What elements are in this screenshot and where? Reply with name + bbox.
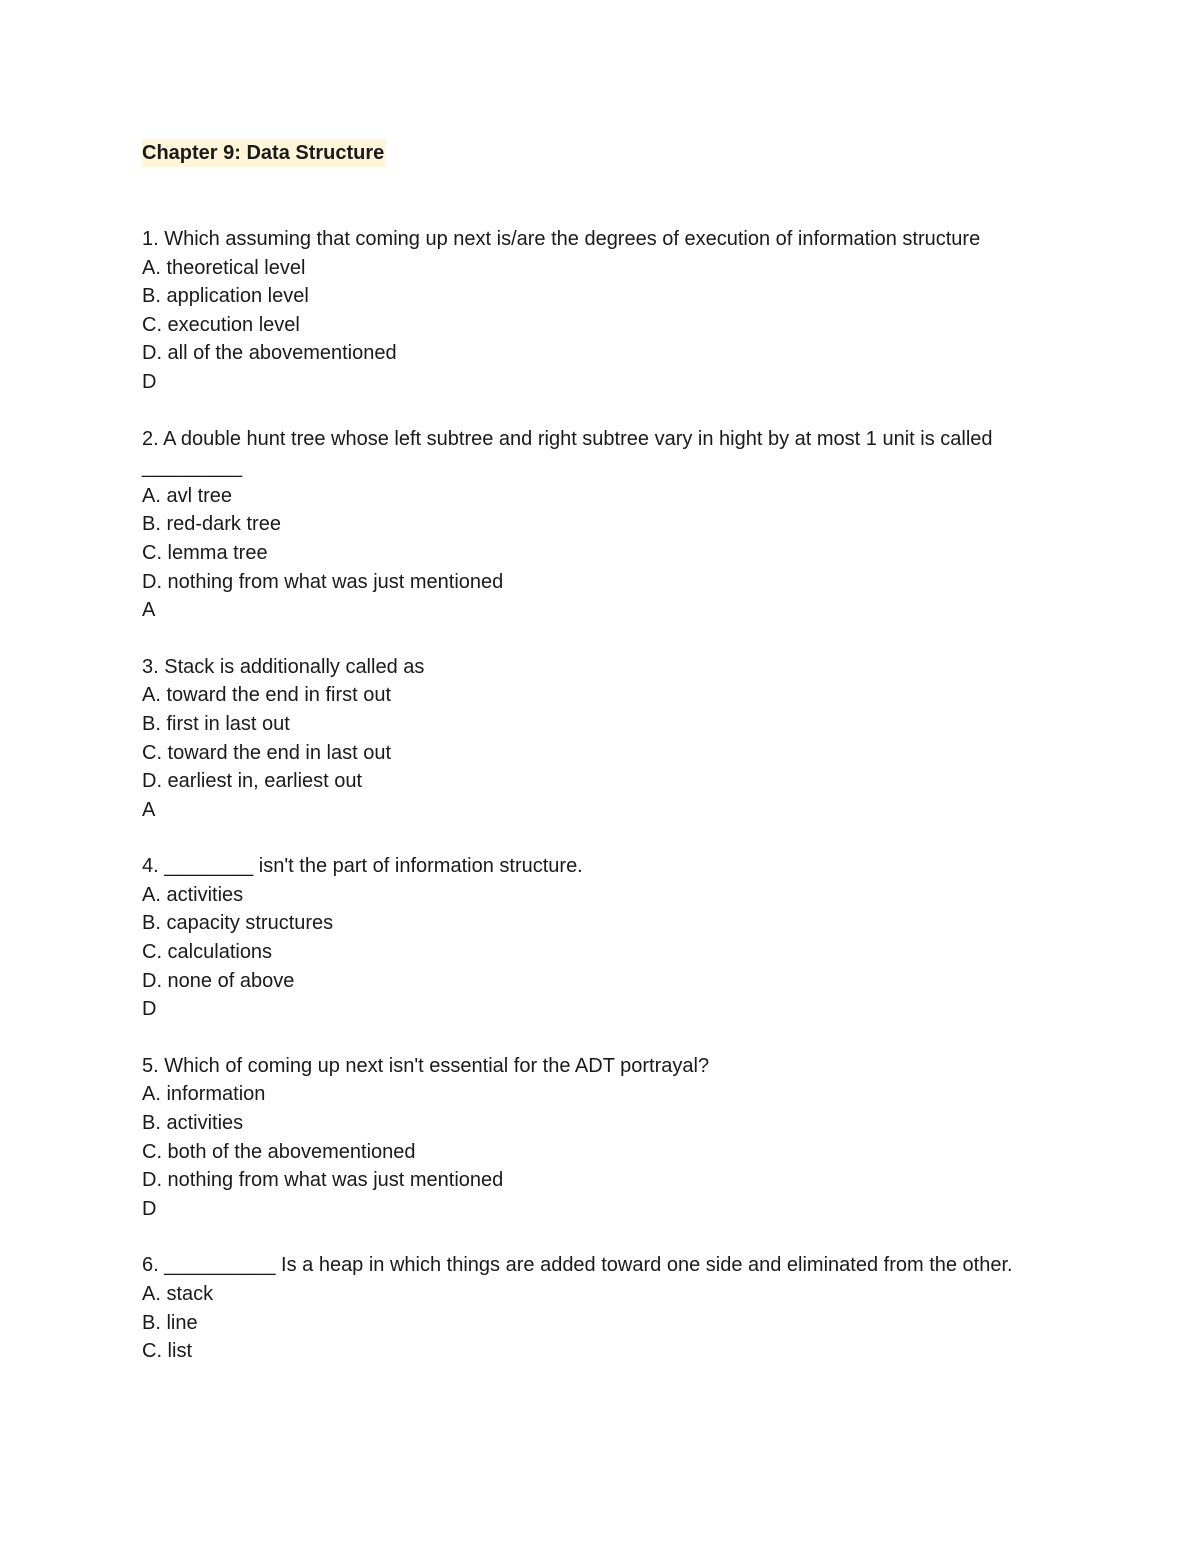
option-d: D. none of above — [142, 969, 295, 992]
option-d: D. nothing from what was just mentioned — [142, 570, 504, 593]
option-a: A. theoretical level — [142, 256, 306, 279]
option-a: A. toward the end in first out — [142, 684, 392, 707]
option-b: B. activities — [142, 1112, 244, 1135]
question-block — [142, 1052, 1062, 1224]
option-b: B. application level — [142, 285, 309, 308]
option-a: A. stack — [142, 1283, 214, 1305]
question-text: 3. Stack is additionally called as — [142, 655, 425, 678]
question-block — [142, 425, 1062, 625]
option-d: D. all of the abovementioned — [142, 342, 397, 365]
question-text: 1. Which assuming that coming up next is/are the degrees of execution of information structure — [142, 228, 981, 250]
answer: A — [142, 599, 156, 622]
option-b: B. line — [142, 1311, 198, 1334]
option-d: D. earliest in, earliest out — [142, 770, 363, 793]
question-block — [142, 225, 1062, 397]
question-text: 6. __________ Is a heap in which things are added toward one side and eliminated from the other. — [142, 1254, 1013, 1277]
option-c: C. lemma tree — [142, 541, 268, 564]
option-d: D. nothing from what was just mentioned — [142, 1169, 504, 1192]
question-text: 5. Which of coming up next isn't essential for the ADT portrayal? — [142, 1054, 710, 1077]
option-c: C. toward the end in last out — [142, 741, 392, 764]
question-block — [142, 653, 1062, 825]
option-a: A. activities — [142, 883, 244, 906]
option-c: C. calculations — [142, 941, 273, 964]
answer: A — [142, 798, 156, 821]
page-title: Chapter 9: Data Structure — [142, 139, 386, 167]
question-block — [142, 852, 1062, 1024]
option-a: A. information — [142, 1083, 266, 1106]
option-b: B. capacity structures — [142, 912, 334, 935]
question-text: 4. ________ isn't the part of information structure. — [142, 855, 583, 878]
option-a: A. avl tree — [142, 484, 233, 507]
option-b: B. red-dark tree — [142, 513, 281, 536]
question-block — [142, 1251, 1062, 1365]
answer: D — [142, 998, 157, 1021]
answer: D — [142, 370, 157, 393]
option-c: C. both of the abovementioned — [142, 1140, 416, 1163]
option-c: C. list — [142, 1340, 192, 1363]
answer: D — [142, 1197, 157, 1220]
option-b: B. first in last out — [142, 712, 290, 735]
question-text: 2. A double hunt tree whose left subtree and right subtree vary in hight by at most 1 unit is called _________ — [142, 427, 993, 479]
option-c: C. execution level — [142, 313, 300, 336]
document-page — [142, 139, 1062, 1366]
